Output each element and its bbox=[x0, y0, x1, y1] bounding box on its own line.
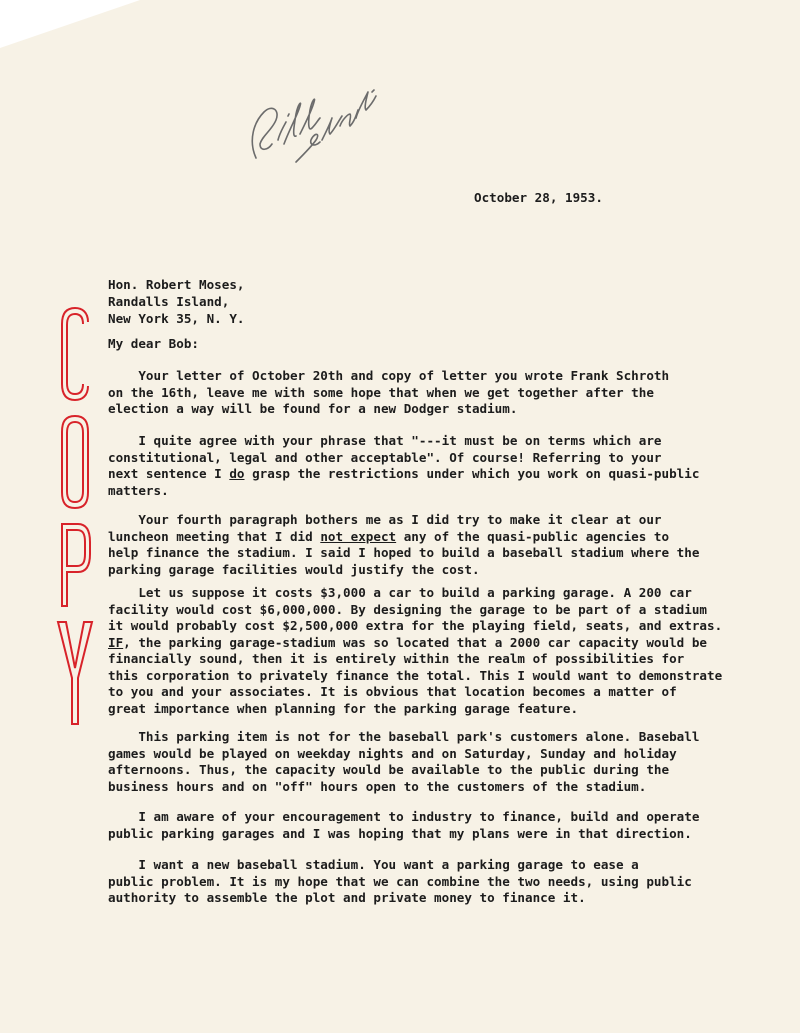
text-line: constitutional, legal and other acceptable". Of course! Referring to your bbox=[108, 449, 662, 465]
text-line: to you and your associates. It is obvious that location becomes a matter of bbox=[108, 684, 677, 699]
salutation: My dear Bob: bbox=[108, 336, 199, 351]
text-line: authority to assemble the plot and private money to finance it. bbox=[108, 890, 586, 905]
text-line bbox=[108, 466, 768, 483]
text-line: this corporation to privately finance the total. This I would want to demonstrate bbox=[108, 667, 723, 683]
text-line: business hours and on "off" hours open to the customers of the stadium. bbox=[108, 778, 647, 794]
text-line: I am aware of your encouragement to industry to finance, build and operate bbox=[108, 809, 700, 824]
text-segment: next sentence I bbox=[108, 466, 230, 481]
text-line bbox=[108, 529, 768, 546]
paragraph bbox=[108, 433, 768, 499]
paragraph bbox=[108, 809, 768, 842]
torn-corner bbox=[0, 0, 140, 48]
text-line: financially sound, then it is entirely within the realm of possibilities for bbox=[108, 651, 685, 666]
text-line: public problem. It is my hope that we can combine the two needs, using public bbox=[108, 873, 692, 889]
text-segment: any of the quasi-public agencies to bbox=[396, 528, 670, 544]
underlined-word: IF bbox=[108, 634, 124, 650]
underlined-word: do bbox=[229, 466, 245, 481]
text-segment: luncheon meeting that I did bbox=[108, 528, 321, 544]
paragraph bbox=[108, 585, 768, 717]
letter-date: October 28, 1953. bbox=[474, 190, 603, 205]
address-line: Randalls Island, bbox=[108, 294, 230, 309]
copy-stamp bbox=[54, 306, 96, 726]
text-line: public parking garages and I was hoping that my plans were in that direction. bbox=[108, 825, 692, 841]
address-line: New York 35, N. Y. bbox=[108, 311, 245, 326]
address-line: Hon. Robert Moses, bbox=[108, 277, 245, 292]
text-line: Let us suppose it costs $3,000 a car to build a parking garage. A 200 car bbox=[108, 585, 692, 600]
paragraph bbox=[108, 857, 768, 907]
text-line bbox=[108, 635, 768, 652]
text-line: games would be played on weekday nights and on Saturday, Sunday and holiday bbox=[108, 745, 677, 761]
text-line: great importance when planning for the parking garage feature. bbox=[108, 700, 579, 716]
paragraph bbox=[108, 512, 768, 578]
text-line: help finance the stadium. I said I hoped to build a baseball stadium where the bbox=[108, 545, 700, 560]
text-line: it would probably cost $2,500,000 extra for the playing field, seats, and extras. bbox=[108, 618, 723, 633]
text-segment: grasp the restrictions under which you work on quasi-public bbox=[244, 466, 700, 481]
text-line: election a way will be found for a new Dodger stadium. bbox=[108, 401, 518, 416]
text-segment: , the parking garage-stadium was so located that a 2000 car capacity would be bbox=[123, 634, 707, 650]
text-line: Your letter of October 20th and copy of letter you wrote Frank Schroth bbox=[108, 368, 670, 383]
text-line: I quite agree with your phrase that "---it must be on terms which are bbox=[108, 433, 662, 448]
recipient-address bbox=[108, 276, 244, 327]
text-line: Your fourth paragraph bothers me as I did try to make it clear at our bbox=[108, 512, 662, 527]
handwriting-svg bbox=[238, 70, 388, 170]
text-line: I want a new baseball stadium. You want a parking garage to ease a bbox=[108, 857, 639, 872]
text-line: This parking item is not for the baseball park's customers alone. Baseball bbox=[108, 729, 700, 744]
text-line: afternoons. Thus, the capacity would be available to the public during the bbox=[108, 762, 670, 777]
text-line: parking garage facilities would justify the cost. bbox=[108, 561, 480, 577]
paragraph bbox=[108, 368, 768, 418]
text-line: matters. bbox=[108, 482, 169, 498]
text-line: facility would cost $6,000,000. By designing the garage to be part of a stadium bbox=[108, 601, 707, 617]
underlined-phrase: not expect bbox=[320, 528, 397, 544]
handwritten-annotation bbox=[238, 70, 388, 170]
copy-stamp-svg bbox=[54, 306, 96, 726]
text-line: on the 16th, leave me with some hope that when we get together after the bbox=[108, 384, 654, 400]
paragraph bbox=[108, 729, 768, 795]
